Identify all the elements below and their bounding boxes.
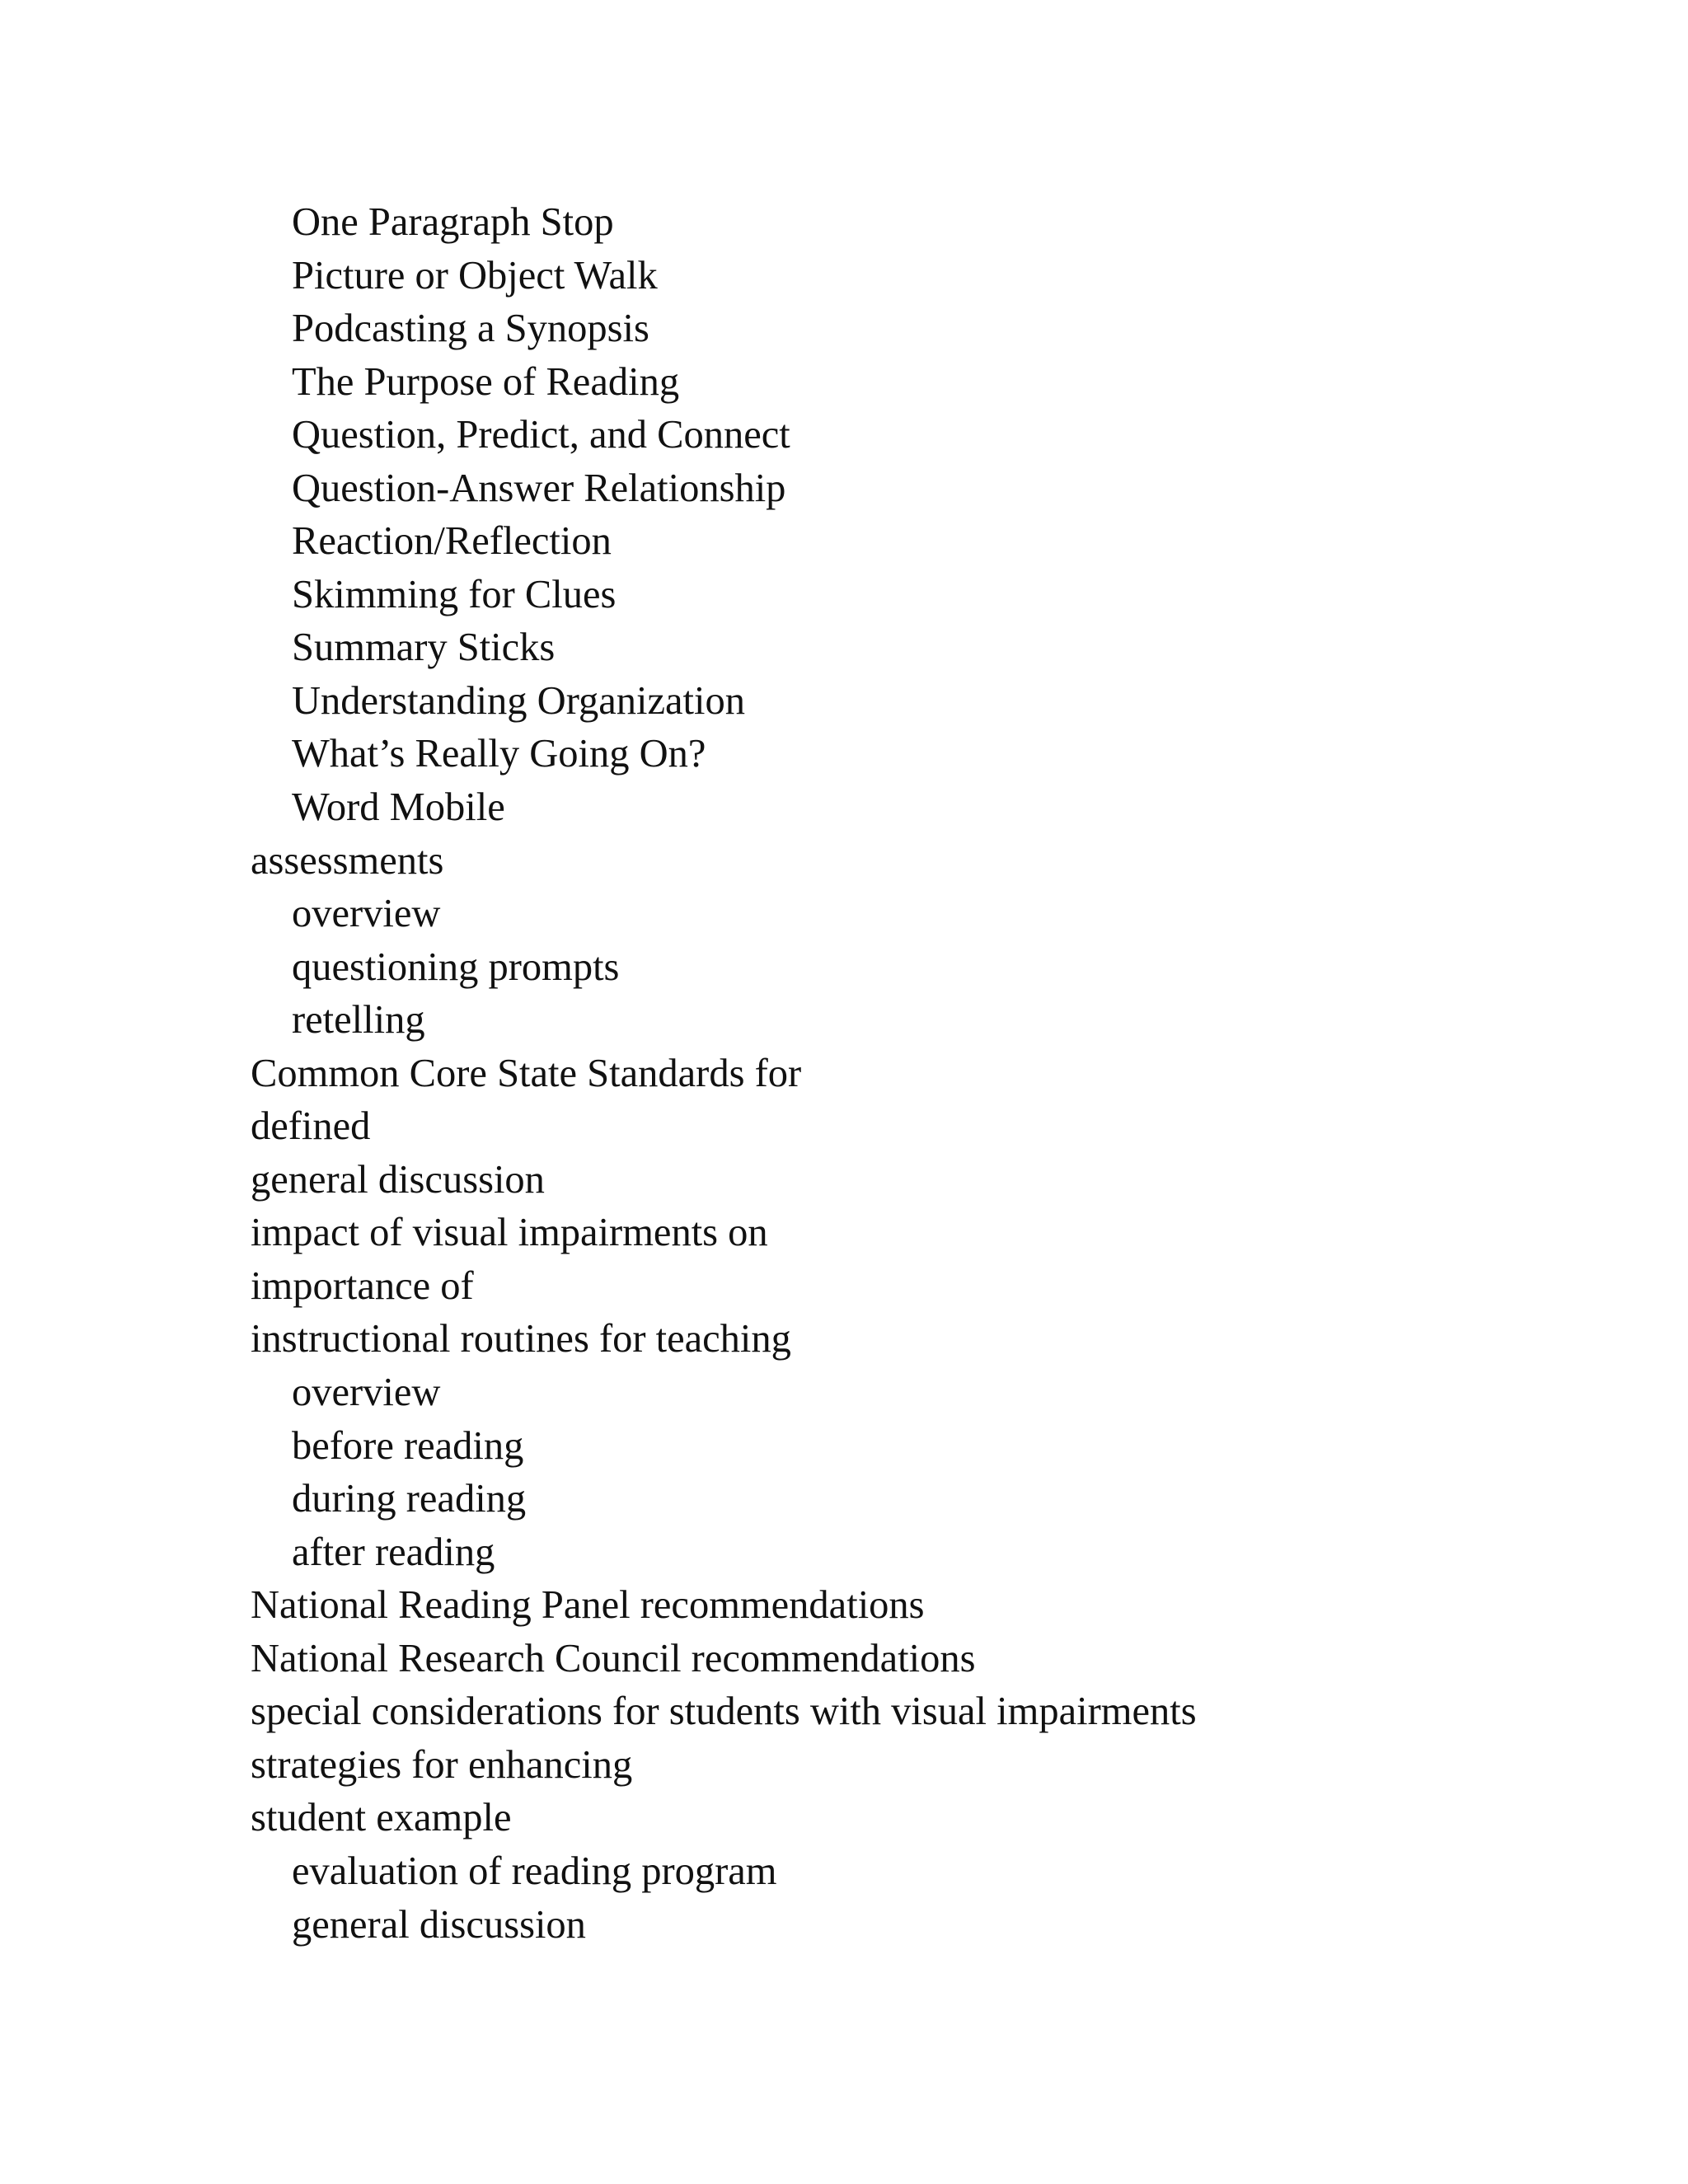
- index-entry: special considerations for students with visual impairments: [251, 1690, 1197, 1734]
- index-subentry: Podcasting a Synopsis: [292, 307, 649, 351]
- index-entry: National Reading Panel recommendations: [251, 1583, 925, 1628]
- index-subentry: Understanding Organization: [292, 678, 745, 723]
- index-subentry: One Paragraph Stop: [292, 200, 614, 244]
- index-entry: Common Core State Standards for: [251, 1051, 802, 1095]
- index-entry: impact of visual impairments on: [251, 1211, 768, 1255]
- index-subentry: Reaction/Reflection: [292, 519, 612, 564]
- index-subentry: overview: [292, 892, 441, 936]
- index-subentry: overview: [292, 1371, 441, 1415]
- index-subentry: Question-Answer Relationship: [292, 466, 786, 510]
- index-entry: instructional routines for teaching: [251, 1317, 791, 1361]
- index-subentry: What’s Really Going On?: [292, 732, 706, 776]
- index-subentry: Word Mobile: [292, 785, 505, 830]
- index-subentry: Picture or Object Walk: [292, 253, 658, 298]
- index-subentry: The Purpose of Reading: [292, 359, 680, 404]
- index-subentry: Question, Predict, and Connect: [292, 413, 790, 457]
- index-entry: general discussion: [251, 1157, 545, 1202]
- index-entry: strategies for enhancing: [251, 1742, 633, 1787]
- index-subentry: after reading: [292, 1530, 495, 1574]
- index-subentry: before reading: [292, 1423, 524, 1468]
- index-subentry: questioning prompts: [292, 944, 620, 989]
- index-subentry: during reading: [292, 1477, 527, 1521]
- index-subentry: Skimming for Clues: [292, 572, 617, 616]
- index-entry: defined: [251, 1104, 371, 1149]
- index-subentry: retelling: [292, 998, 425, 1043]
- index-entry: National Research Council recommendations: [251, 1636, 976, 1680]
- index-subentry: evaluation of reading program: [292, 1849, 777, 1893]
- index-entry-list: [251, 196, 1652, 1952]
- index-entry: assessments: [251, 838, 444, 883]
- index-entry: importance of: [251, 1263, 474, 1308]
- index-subentry: general discussion: [292, 1902, 586, 1947]
- index-subentry: Summary Sticks: [292, 626, 556, 670]
- index-entry: student example: [251, 1796, 512, 1840]
